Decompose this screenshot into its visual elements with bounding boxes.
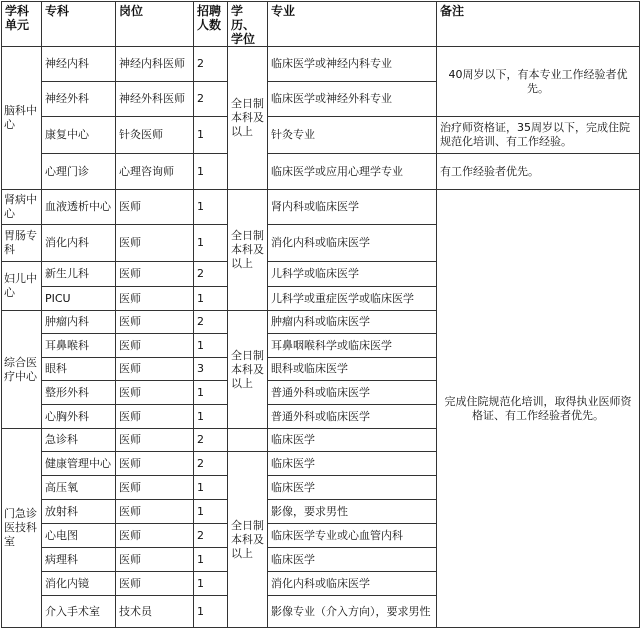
table-row: [2, 154, 640, 190]
post-cell: 医师: [116, 334, 194, 358]
major-cell: 儿科学或临床医学: [268, 262, 437, 287]
post-cell: 医师: [116, 429, 194, 452]
unit-cell: 门急诊医技科室: [2, 429, 42, 628]
post-cell: 技术员: [116, 596, 194, 628]
table-row: [2, 117, 640, 154]
count-cell: 1: [194, 381, 228, 405]
major-cell: 耳鼻咽喉科学或临床医学: [268, 334, 437, 358]
count-cell: 2: [194, 47, 228, 82]
specialty-cell: 消化内科: [42, 225, 116, 262]
major-cell: 普通外科或临床医学: [268, 381, 437, 405]
post-cell: 医师: [116, 405, 194, 429]
specialty-cell: 心胸外科: [42, 405, 116, 429]
post-cell: 神经内科医师: [116, 47, 194, 82]
count-cell: 1: [194, 334, 228, 358]
post-cell: 医师: [116, 311, 194, 334]
education-cell: [228, 429, 268, 452]
major-cell: 临床医学或神经外科专业: [268, 82, 437, 117]
count-cell: 2: [194, 262, 228, 287]
specialty-cell: 耳鼻喉科: [42, 334, 116, 358]
specialty-cell: 新生儿科: [42, 262, 116, 287]
unit-cell: 肾病中心: [2, 190, 42, 225]
post-cell: 医师: [116, 225, 194, 262]
note-cell: 有工作经验者优先。: [437, 154, 640, 190]
post-cell: 医师: [116, 381, 194, 405]
specialty-cell: 健康管理中心: [42, 452, 116, 476]
header-row: [2, 2, 640, 47]
unit-cell: 胃肠专科: [2, 225, 42, 262]
specialty-cell: 消化内镜: [42, 572, 116, 596]
post-cell: 医师: [116, 476, 194, 500]
note-cell: 完成住院规范化培训，取得执业医师资格证、有工作经验者优先。: [437, 190, 640, 628]
count-cell: 2: [194, 429, 228, 452]
count-cell: 1: [194, 225, 228, 262]
major-cell: 消化内科或临床医学: [268, 572, 437, 596]
header-post: 岗位: [116, 2, 194, 47]
major-cell: 影像专业（介入方向），要求男性: [268, 596, 437, 628]
table-row: [2, 190, 640, 225]
header-unit: 学科单元: [2, 2, 42, 47]
specialty-cell: 血液透析中心: [42, 190, 116, 225]
count-cell: 2: [194, 524, 228, 548]
note-cell: 治疗师资格证，35周岁以下，完成住院规范化培训、有工作经验。: [437, 117, 640, 154]
count-cell: 1: [194, 117, 228, 154]
header-note: 备注: [437, 2, 640, 47]
count-cell: 1: [194, 476, 228, 500]
count-cell: 2: [194, 311, 228, 334]
post-cell: 医师: [116, 358, 194, 381]
count-cell: 1: [194, 572, 228, 596]
count-cell: 1: [194, 287, 228, 311]
post-cell: 心理咨询师: [116, 154, 194, 190]
count-cell: 1: [194, 596, 228, 628]
count-cell: 1: [194, 405, 228, 429]
specialty-cell: 神经外科: [42, 82, 116, 117]
count-cell: 1: [194, 154, 228, 190]
education-cell: 全日制本科及以上: [228, 47, 268, 190]
note-cell: 40周岁以下，有本专业工作经验者优先。: [437, 47, 640, 117]
major-cell: 普通外科或临床医学: [268, 405, 437, 429]
major-cell: 眼科或临床医学: [268, 358, 437, 381]
specialty-cell: 眼科: [42, 358, 116, 381]
post-cell: 医师: [116, 452, 194, 476]
count-cell: 1: [194, 500, 228, 524]
specialty-cell: 神经内科: [42, 47, 116, 82]
major-cell: 临床医学: [268, 452, 437, 476]
header-education: 学历、学位: [228, 2, 268, 47]
major-cell: 儿科学或重症医学或临床医学: [268, 287, 437, 311]
major-cell: 针灸专业: [268, 117, 437, 154]
specialty-cell: 心电图: [42, 524, 116, 548]
post-cell: 医师: [116, 190, 194, 225]
major-cell: 临床医学: [268, 476, 437, 500]
education-cell: 全日制本科及以上: [228, 311, 268, 429]
count-cell: 3: [194, 358, 228, 381]
specialty-cell: 肿瘤内科: [42, 311, 116, 334]
major-cell: 临床医学专业或心血管内科: [268, 524, 437, 548]
unit-cell: 综合医疗中心: [2, 311, 42, 429]
specialty-cell: PICU: [42, 287, 116, 311]
count-cell: 2: [194, 452, 228, 476]
post-cell: 医师: [116, 287, 194, 311]
major-cell: 临床医学或神经内科专业: [268, 47, 437, 82]
post-cell: 医师: [116, 524, 194, 548]
recruitment-table: [1, 1, 640, 628]
major-cell: 肿瘤内科或临床医学: [268, 311, 437, 334]
post-cell: 医师: [116, 572, 194, 596]
major-cell: 临床医学: [268, 548, 437, 572]
major-cell: 肾内科或临床医学: [268, 190, 437, 225]
post-cell: 医师: [116, 548, 194, 572]
major-cell: 消化内科或临床医学: [268, 225, 437, 262]
specialty-cell: 整形外科: [42, 381, 116, 405]
specialty-cell: 急诊科: [42, 429, 116, 452]
specialty-cell: 介入手术室: [42, 596, 116, 628]
header-specialty: 专科: [42, 2, 116, 47]
education-cell: 全日制本科及以上: [228, 452, 268, 628]
specialty-cell: 病理科: [42, 548, 116, 572]
table-row: [2, 47, 640, 82]
major-cell: 临床医学或应用心理学专业: [268, 154, 437, 190]
unit-cell: 妇儿中心: [2, 262, 42, 311]
header-count: 招聘人数: [194, 2, 228, 47]
major-cell: 临床医学: [268, 429, 437, 452]
major-cell: 影像，要求男性: [268, 500, 437, 524]
count-cell: 1: [194, 190, 228, 225]
specialty-cell: 康复中心: [42, 117, 116, 154]
post-cell: 医师: [116, 500, 194, 524]
post-cell: 神经外科医师: [116, 82, 194, 117]
post-cell: 医师: [116, 262, 194, 287]
specialty-cell: 心理门诊: [42, 154, 116, 190]
unit-cell: 脑科中心: [2, 47, 42, 190]
count-cell: 2: [194, 82, 228, 117]
specialty-cell: 放射科: [42, 500, 116, 524]
education-cell: 全日制本科及以上: [228, 190, 268, 311]
count-cell: 1: [194, 548, 228, 572]
specialty-cell: 高压氧: [42, 476, 116, 500]
header-major: 专业: [268, 2, 437, 47]
post-cell: 针灸医师: [116, 117, 194, 154]
